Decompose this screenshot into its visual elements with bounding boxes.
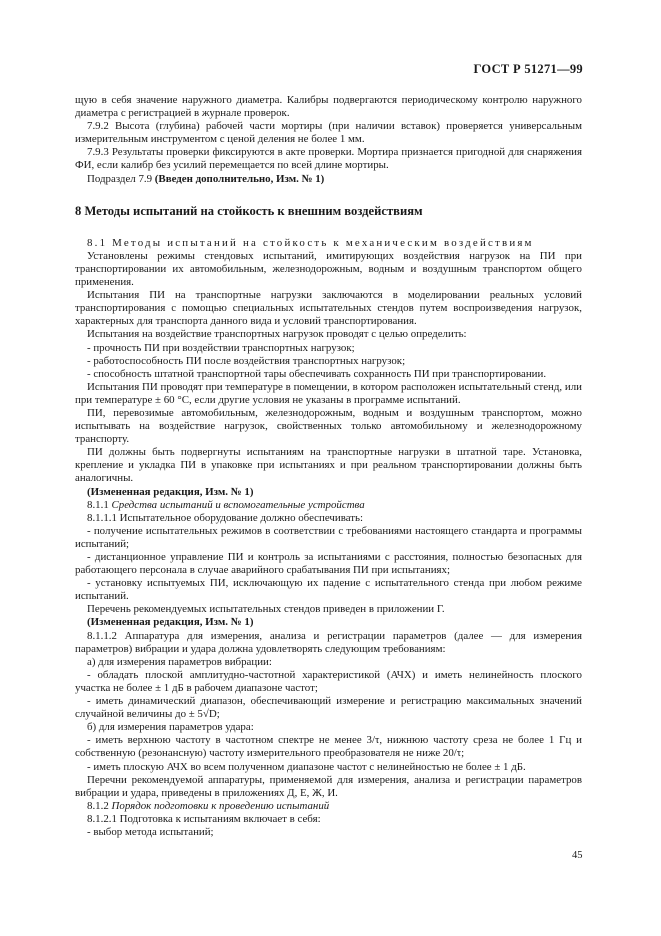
amendment-note: (Измененная редакция, Изм. № 1) (87, 485, 254, 498)
standard-code-header: ГОСТ Р 51271—99 (473, 62, 583, 76)
clause-title: Порядок подготовки к проведению испытаний (111, 799, 330, 812)
paragraph: Перечень рекомендуемых испытательных стендов приведен в приложении Г. (87, 603, 445, 616)
list-heading: а) для измерения параметров вибрации: (87, 655, 272, 668)
list-item: - иметь динамический диапазон, обеспечивающий измерение и регистрацию максимальных значений случайной величины до ± 5√D; (75, 695, 582, 721)
section-heading: 8 Методы испытаний на стойкость к внешним воздействиям (75, 203, 423, 218)
amendment-note (75, 173, 582, 186)
paragraph: 7.9.3 Результаты проверки фиксируются в акте проверки. Мортира признается пригодной для снаряжения ФИ, если калибр без усилий перемещается по всей длине мортиры. (75, 146, 582, 172)
paragraph: 7.9.2 Высота (глубина) рабочей части мортиры (при наличии вставок) проверяется универсальным измерительным инструментом с ценой деления не более 1 мм. (75, 120, 582, 146)
list-item: - иметь верхнюю частоту в частотном спектре не менее 3/τ, нижнюю частоту среза не более 1 Гц и собственную (резонансную) частоту измерительного преобразователя не ниже 20/τ; (75, 734, 582, 760)
paragraph: Перечни рекомендуемой аппаратуры, применяемой для измерения, анализа и регистрации параметров вибрации и удара, приведены в приложениях Д, Е, Ж, И. (75, 773, 582, 799)
clause-title: Средства испытаний и вспомогательные устройства (111, 498, 365, 511)
paragraph: 8.1.2.1 Подготовка к испытаниям включает в себя: (87, 812, 321, 825)
list-item: - работоспособность ПИ после воздействия транспортных нагрузок; (87, 354, 406, 367)
list-item: - прочность ПИ при воздействии транспортных нагрузок; (87, 341, 355, 354)
list-item: - получение испытательных режимов в соответствии с требованиями настоящего стандарта и программы испытаний; (75, 524, 582, 550)
paragraph: щую в себя значение наружного диаметра. Калибры подвергаются периодическому контролю наружного диаметра с регистрацией в журнале проверок. (75, 94, 582, 120)
page-body (75, 94, 582, 839)
paragraph: Испытания ПИ на транспортные нагрузки заключаются в моделировании реальных условий транспортирования с помощью специальных испытательных стендов путем воспроизведения нагрузок, характерных для транспорта данного вида и условий транспортирования. (75, 289, 582, 328)
subsection-heading: 8.1 Методы испытаний на стойкость к механическим воздействиям (87, 236, 534, 249)
list-item: - способность штатной транспортной тары обеспечивать сохранность ПИ при транспортировании. (87, 367, 547, 380)
clause-heading (75, 499, 582, 512)
clause-number: 8.1.1 (87, 498, 112, 511)
clause-heading (75, 800, 582, 813)
paragraph: Испытания ПИ проводят при температуре в помещении, в котором расположен испытательный стенд, или при температуре ± 60 °С, если другие условия не указаны в программе испытаний. (75, 380, 582, 406)
list-item: - выбор метода испытаний; (87, 825, 214, 838)
list-item: - дистанционное управление ПИ и контроль за испытаниями с расстояния, полностью безопасных для работающего персонала в случае аварийного срабатывания ПИ при испытаниях; (75, 551, 582, 577)
paragraph: 8.1.1.2 Аппаратура для измерения, анализа и регистрации параметров (далее — для измерения параметров) вибрации и удара должна удовлетворять следующим требованиям: (75, 629, 582, 655)
paragraph: 8.1.1.1 Испытательное оборудование должно обеспечивать: (87, 511, 364, 524)
amendment-label: Подраздел 7.9 (87, 172, 155, 185)
amendment-text: (Введен дополнительно, Изм. № 1) (154, 172, 325, 185)
list-item: - иметь плоскую АЧХ во всем полученном диапазоне частот с нелинейностью не более ± 1 дБ. (87, 760, 526, 773)
list-item: - установку испытуемых ПИ, исключающую их падение с испытательного стенда при любом режиме испытаний. (75, 577, 582, 603)
paragraph: Испытания на воздействие транспортных нагрузок проводят с целью определить: (87, 328, 467, 341)
page-number: 45 (572, 850, 583, 861)
list-heading: б) для измерения параметров удара: (87, 721, 254, 734)
paragraph: ПИ, перевозимые автомобильным, железнодорожным, водным и воздушным транспортом, можно испытывать на воздействие нагрузок, свойственных только автомобильному и железнодорожному транспорту. (75, 406, 582, 446)
list-item: - обладать плоской амплитудно-частотной характеристикой (АЧХ) и иметь нелинейность плоского участка не более ± 1 дБ в рабочем диапазоне частот; (75, 668, 582, 694)
paragraph: ПИ должны быть подвергнуты испытаниям на транспортные нагрузки в штатной таре. Установка, крепление и укладка ПИ в упаковке при испытаниях и при реальном транспортировании должны быть аналогичны. (75, 446, 582, 485)
clause-number: 8.1.2 (87, 799, 112, 812)
paragraph: Установлены режимы стендовых испытаний, имитирующих воздействия нагрузок на ПИ при транспортировании их автомобильным, железнодорожным, водным и воздушным транспортом общего применения. (75, 249, 582, 289)
amendment-note: (Измененная редакция, Изм. № 1) (87, 616, 254, 629)
